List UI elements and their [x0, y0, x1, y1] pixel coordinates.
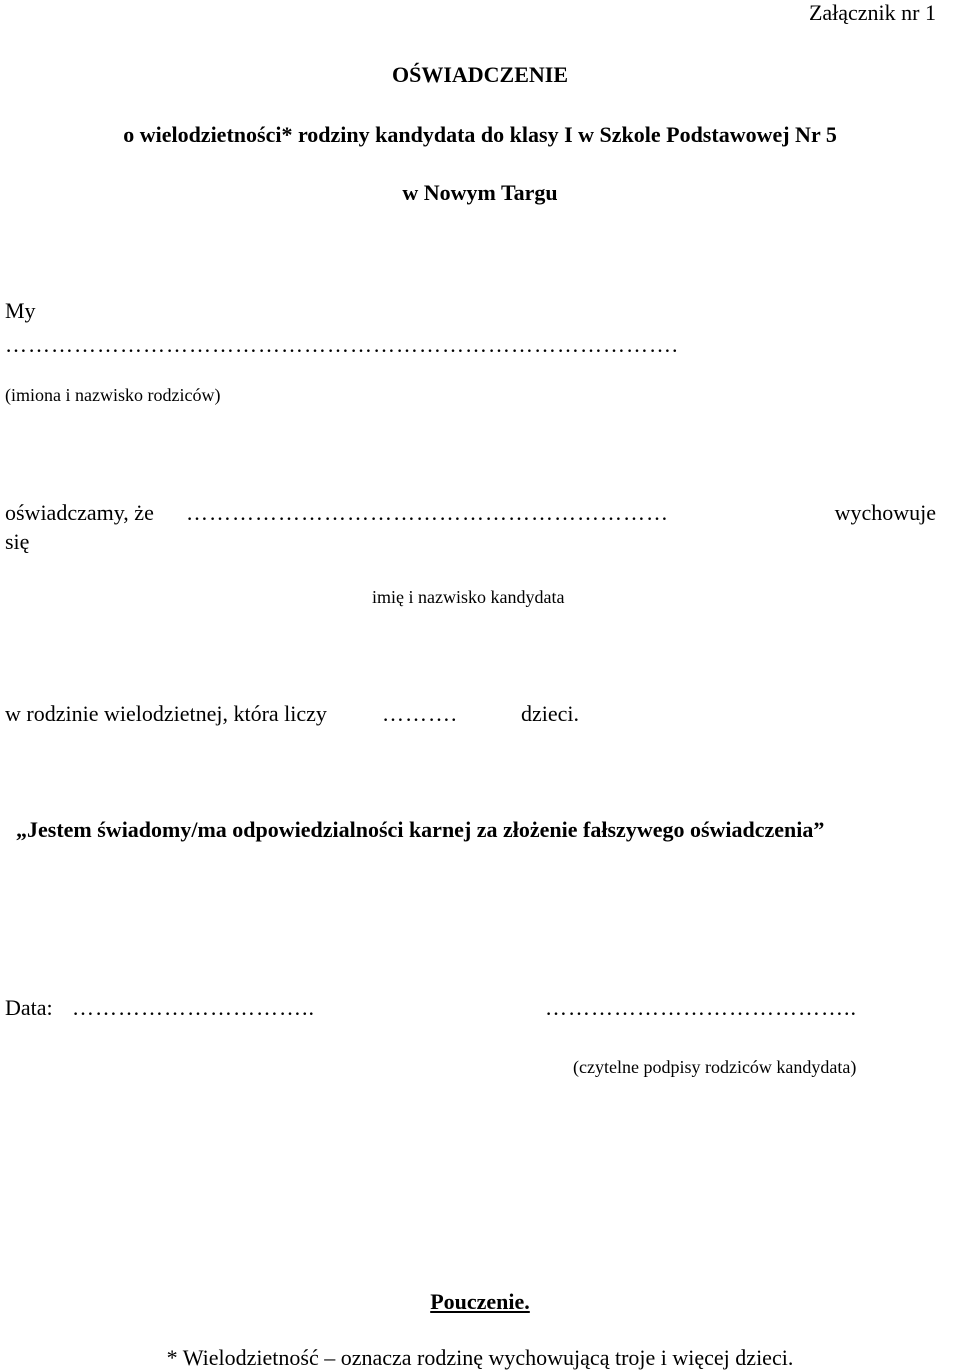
parents-names-hint: (imiona i nazwisko rodziców) — [5, 385, 221, 405]
instruction-heading: Pouczenie. — [430, 1289, 530, 1314]
responsibility-statement: „Jestem świadomy/ma odpowiedzialności karnej za złożenie fałszywego oświadczenia” — [16, 817, 825, 842]
candidate-name-field[interactable]: ……………………………………………………… — [186, 500, 669, 525]
attachment-label: Załącznik nr 1 — [808, 0, 936, 25]
candidate-name-hint: imię i nazwisko kandydata — [372, 587, 565, 607]
document-subtitle: o wielodzietności* rodziny kandydata do klasy I w Szkole Podstawowej Nr 5 — [123, 122, 837, 147]
signature-field[interactable]: ………………………………….. — [545, 995, 857, 1020]
my-label: My — [5, 298, 36, 323]
declaration-prefix: oświadczamy, że — [5, 500, 154, 525]
declaration-suffix: wychowuje — [834, 500, 936, 525]
document-subtitle-town: w Nowym Targu — [402, 180, 558, 205]
document-title: OŚWIADCZENIE — [391, 62, 569, 87]
date-field[interactable]: ………………………….. — [72, 995, 315, 1020]
footnote: * Wielodzietność – oznacza rodzinę wychowującą troje i więcej dzieci. — [166, 1345, 794, 1370]
family-suffix: dzieci. — [521, 701, 580, 726]
children-count-field[interactable]: ………. — [382, 701, 458, 726]
family-prefix: w rodzinie wielodzietnej, która liczy — [5, 701, 327, 726]
parents-names-field[interactable]: ……………………………………………………………………………. — [5, 332, 679, 357]
date-label: Data: — [5, 995, 53, 1020]
signature-hint: (czytelne podpisy rodziców kandydata) — [573, 1057, 857, 1077]
declaration-continuation: się — [5, 529, 30, 554]
